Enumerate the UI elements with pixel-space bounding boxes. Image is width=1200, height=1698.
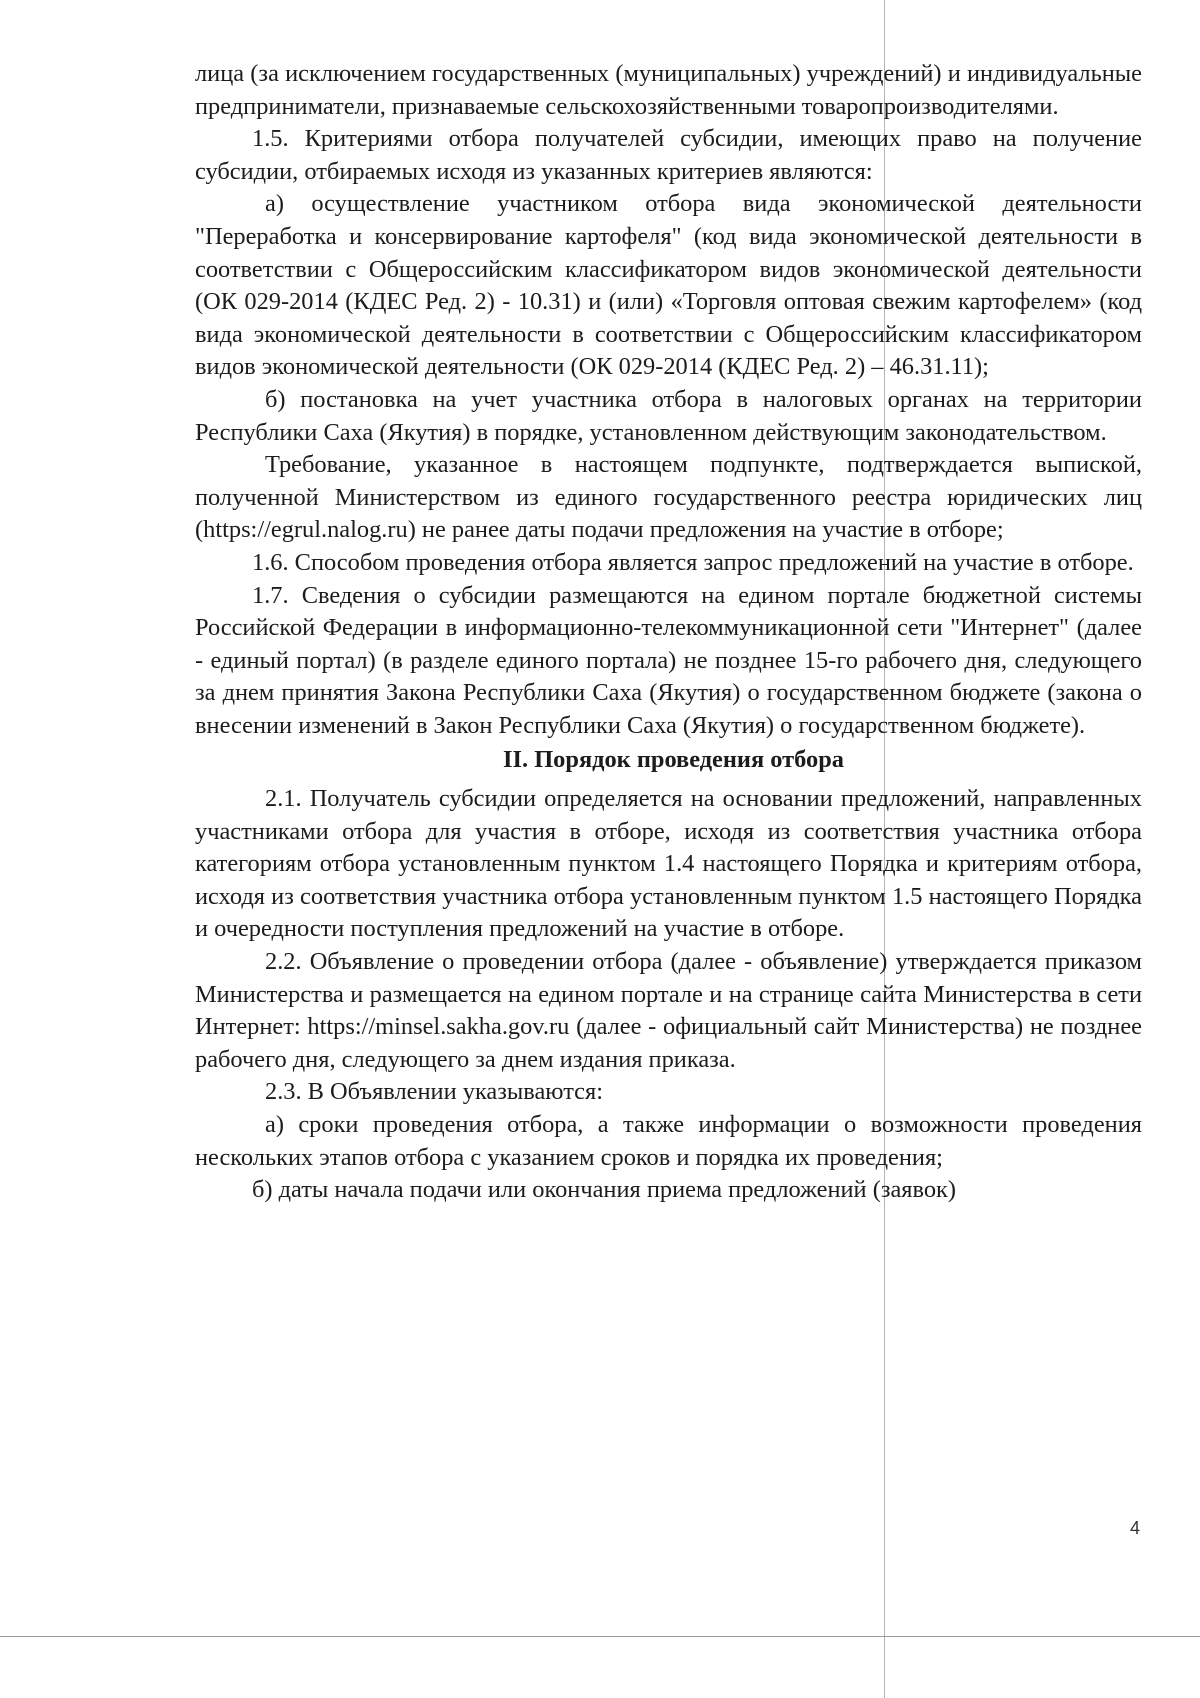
document-body	[195, 58, 1142, 1207]
scan-bottom-edge	[0, 1636, 1200, 1637]
paragraph-1-6: 1.6. Способом проведения отбора является запрос предложений на участие в отборе.	[252, 548, 1134, 576]
paragraph-requirement: Требование, указанное в настоящем подпункте, подтверждается выпиской, полученной Министерством из единого государственного реестра юридических лиц (https://egrul.nalog.ru) не ранее даты подачи предложения на участие в отборе;	[195, 451, 1142, 544]
paragraph-1-7: 1.7. Сведения о субсидии размещаются на едином портале бюджетной системы Российской Федерации в информационно-телекоммуникационной сети "Интернет" (далее - единый портал) (в разделе единого портала) не позднее 15-го рабочего дня, следующего за днем принятия Закона Республики Саха (Якутия) о государственном бюджете (закона о внесении изменений в Закон Республики Саха (Якутия) о государственном бюджете).	[195, 581, 1142, 739]
page-number: 4	[1130, 1518, 1141, 1538]
paragraph-1-5: 1.5. Критериями отбора получателей субсидии, имеющих право на получение субсидии, отбираемых исходя из указанных критериев являются:	[195, 125, 1142, 185]
paragraph-2-1: 2.1. Получатель субсидии определяется на основании предложений, направленных участниками отбора для участия в отборе, исходя из соответствия участника отбора категориям отбора установленным пунктом 1.4 настоящего Порядка и критериям отбора, исходя из соответствия участника отбора установленным пунктом 1.5 настоящего Порядка и очередности поступления предложений на участие в отборе.	[195, 785, 1142, 943]
paragraph-2-2: 2.2. Объявление о проведении отбора (далее - объявление) утверждается приказом Министерства и размещается на едином портале и на странице сайта Министерства в сети Интернет: https://minsel.sakha.gov.ru (далее - официальный сайт Министерства) не позднее рабочего дня, следующего за днем издания приказа.	[195, 948, 1142, 1073]
paragraph-1-5-b: б) постановка на учет участника отбора в налоговых органах на территории Республики Саха (Якутия) в порядке, установленном действующим законодательством.	[195, 385, 1142, 446]
paragraph-continuation: лица (за исключением государственных (муниципальных) учреждений) и индивидуальные предприниматели, признаваемые сельскохозяйственными товаропроизводителями.	[195, 60, 1142, 120]
paragraph-2-3-a: а) сроки проведения отбора, а также информации о возможности проведения нескольких этапов отбора с указанием сроков и порядка их проведения;	[195, 1111, 1142, 1171]
section-heading-2: II. Порядок проведения отбора	[503, 746, 844, 774]
paragraph-1-5-a: а) осуществление участником отбора вида экономической деятельности "Переработка и консервирование картофеля" (код вида экономической деятельности в соответствии с Общероссийским классификатором видов экономической деятельности (ОК 029-2014 (КДЕС Ред. 2) - 10.31) и (или) «Торговля оптовая свежим картофелем» (код вида экономической деятельности в соответствии с Общероссийским классификатором видов экономической деятельности (ОК 029-2014 (КДЕС Ред. 2) – 46.31.11);	[195, 190, 1142, 381]
paragraph-2-3: 2.3. В Объявлении указываются:	[265, 1078, 603, 1106]
paragraph-2-3-b: б) даты начала подачи или окончания приема предложений (заявок)	[252, 1176, 957, 1204]
